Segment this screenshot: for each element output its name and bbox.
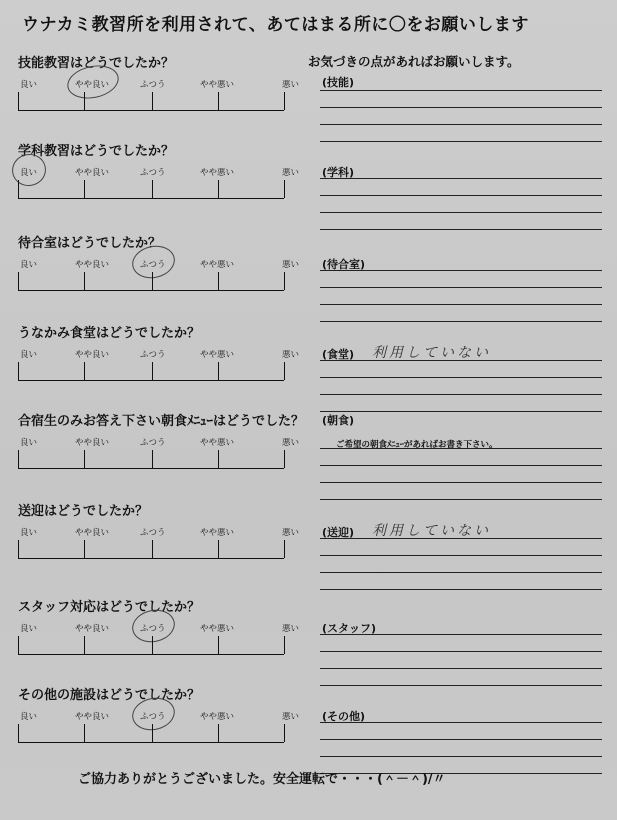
comment-label: (待合室) (322, 258, 366, 271)
rating-option-label[interactable]: やや良い (75, 528, 110, 538)
rating-scale-tick (84, 272, 85, 290)
comment-line[interactable] (320, 685, 602, 686)
rating-option-label[interactable]: やや良い (75, 168, 110, 178)
rating-scale-tick (152, 540, 153, 558)
comment-line[interactable] (320, 377, 602, 378)
rating-scale-tick (152, 92, 153, 110)
comment-label: (朝食) (322, 414, 355, 427)
rating-option-label[interactable]: 良い (20, 350, 38, 360)
rating-option-label[interactable]: ふつう (140, 350, 166, 360)
comment-line[interactable] (320, 195, 602, 196)
rating-option-label[interactable]: ふつう (140, 624, 166, 634)
rating-option-label[interactable]: 良い (20, 438, 38, 448)
rating-scale-tick (152, 724, 153, 742)
rating-option-label[interactable]: 悪い (282, 350, 300, 360)
comment-line[interactable] (320, 555, 602, 556)
comment-line[interactable] (320, 634, 602, 635)
comment-line[interactable] (320, 107, 602, 108)
comment-line[interactable] (320, 651, 602, 652)
question-text: 技能教習はどうでしたか？ (18, 56, 175, 71)
rating-scale-tick (18, 724, 19, 742)
question-text: 合宿生のみお答え下さい朝食ﾒﾆｭｰはどうでした？ (18, 414, 305, 429)
rating-scale-tick (84, 636, 85, 654)
rating-option-label[interactable]: やや良い (75, 438, 110, 448)
rating-option-label[interactable]: 良い (20, 624, 38, 634)
rating-option-label[interactable]: ふつう (140, 80, 166, 90)
rating-option-label[interactable]: やや悪い (200, 624, 235, 634)
rating-scale-tick (84, 450, 85, 468)
rating-scale-line (18, 654, 284, 655)
rating-option-label[interactable]: やや良い (75, 712, 110, 722)
rating-scale-tick (152, 180, 153, 198)
rating-option-label[interactable]: 良い (20, 528, 38, 538)
comment-label: (技能) (322, 76, 355, 89)
question-text: うなかみ食堂はどうでしたか？ (18, 326, 201, 341)
rating-scale-tick (18, 450, 19, 468)
question-text: その他の施設はどうでしたか？ (18, 688, 201, 703)
closing-message: ご協力ありがとうございました。安全運転で・・・(＾－＾)/〃 (78, 772, 446, 787)
rating-scale-tick (84, 540, 85, 558)
comment-line[interactable] (320, 482, 602, 483)
comment-line[interactable] (320, 90, 602, 91)
rating-option-label[interactable]: ふつう (140, 528, 166, 538)
rating-scale-tick (284, 92, 285, 110)
rating-option-label[interactable]: 悪い (282, 80, 300, 90)
rating-option-label[interactable]: 悪い (282, 624, 300, 634)
comment-line[interactable] (320, 722, 602, 723)
handwritten-comment: 利用していない (372, 523, 491, 539)
comment-line[interactable] (320, 668, 602, 669)
rating-option-label[interactable]: やや悪い (200, 712, 235, 722)
rating-option-label[interactable]: 悪い (282, 260, 300, 270)
rating-option-label[interactable]: やや良い (75, 260, 110, 270)
rating-option-label[interactable]: やや悪い (200, 80, 235, 90)
comment-line[interactable] (320, 448, 602, 449)
rating-scale-tick (284, 272, 285, 290)
rating-scale-tick (218, 540, 219, 558)
comment-line[interactable] (320, 270, 602, 271)
breakfast-request-note: ご希望の朝食ﾒﾆｭｰがあればお書き下さい。 (336, 440, 498, 450)
rating-scale-tick (84, 362, 85, 380)
rating-option-label[interactable]: 悪い (282, 438, 300, 448)
rating-scale-tick (84, 180, 85, 198)
rating-scale-line (18, 468, 284, 469)
rating-option-label[interactable]: やや悪い (200, 168, 235, 178)
rating-scale-tick (18, 180, 19, 198)
rating-scale-tick (284, 636, 285, 654)
question-text: 待合室はどうでしたか？ (18, 236, 162, 251)
rating-scale-tick (218, 272, 219, 290)
rating-scale-tick (152, 636, 153, 654)
rating-scale-tick (218, 724, 219, 742)
rating-scale-tick (218, 362, 219, 380)
comment-line[interactable] (320, 124, 602, 125)
rating-scale-tick (284, 362, 285, 380)
rating-scale-tick (284, 724, 285, 742)
rating-option-label[interactable]: 良い (20, 168, 38, 178)
rating-scale-line (18, 742, 284, 743)
question-text: スタッフ対応はどうでしたか？ (18, 600, 201, 615)
rating-option-label[interactable]: 良い (20, 260, 38, 270)
rating-scale-tick (152, 362, 153, 380)
comment-line[interactable] (320, 287, 602, 288)
rating-scale-tick (18, 92, 19, 110)
rating-scale-tick (18, 540, 19, 558)
rating-scale-line (18, 110, 284, 111)
rating-scale-tick (218, 636, 219, 654)
comment-line[interactable] (320, 360, 602, 361)
rating-scale-tick (218, 450, 219, 468)
comment-line[interactable] (320, 739, 602, 740)
comment-line[interactable] (320, 304, 602, 305)
form-title: ウナカミ教習所を利用されて、あてはまる所に〇をお願いします (22, 15, 529, 35)
rating-scale-tick (84, 724, 85, 742)
rating-scale-tick (18, 362, 19, 380)
rating-option-label[interactable]: 悪い (282, 168, 300, 178)
comment-line[interactable] (320, 411, 602, 412)
rating-scale-tick (152, 272, 153, 290)
comment-label: (食堂) (322, 348, 355, 361)
comment-instruction: お気づきの点があればお願いします。 (308, 54, 520, 69)
rating-scale-tick (18, 272, 19, 290)
rating-scale-tick (284, 450, 285, 468)
comment-line[interactable] (320, 394, 602, 395)
rating-scale-line (18, 380, 284, 381)
rating-scale-tick (218, 180, 219, 198)
rating-option-label[interactable]: 良い (20, 712, 38, 722)
rating-option-label[interactable]: やや良い (75, 80, 110, 90)
handwritten-comment: 利用していない (372, 345, 491, 361)
rating-option-label[interactable]: やや悪い (200, 350, 235, 360)
comment-line[interactable] (320, 141, 602, 142)
comment-line[interactable] (320, 538, 602, 539)
comment-line[interactable] (320, 756, 602, 757)
rating-scale-tick (18, 636, 19, 654)
rating-option-label[interactable]: やや悪い (200, 260, 235, 270)
rating-option-label[interactable]: 悪い (282, 528, 300, 538)
rating-option-label[interactable]: ふつう (140, 438, 166, 448)
question-text: 学科教習はどうでしたか？ (18, 144, 175, 159)
comment-label: (その他) (322, 710, 366, 723)
rating-scale-tick (284, 540, 285, 558)
rating-option-label[interactable]: やや良い (75, 624, 110, 634)
rating-option-label[interactable]: 良い (20, 80, 38, 90)
rating-option-label[interactable]: やや悪い (200, 528, 235, 538)
question-text: 送迎はどうでしたか？ (18, 504, 149, 519)
rating-scale-line (18, 290, 284, 291)
rating-scale-line (18, 558, 284, 559)
rating-scale-tick (284, 180, 285, 198)
comment-line[interactable] (320, 465, 602, 466)
rating-scale-line (18, 198, 284, 199)
rating-option-label[interactable]: ふつう (140, 260, 166, 270)
comment-label: (スタッフ) (322, 622, 377, 635)
rating-option-label[interactable]: やや悪い (200, 438, 235, 448)
comment-line[interactable] (320, 499, 602, 500)
rating-option-label[interactable]: ふつう (140, 168, 166, 178)
rating-option-label[interactable]: 悪い (282, 712, 300, 722)
comment-line[interactable] (320, 212, 602, 213)
rating-option-label[interactable]: ふつう (140, 712, 166, 722)
comment-label: (学科) (322, 166, 355, 179)
rating-option-label[interactable]: やや良い (75, 350, 110, 360)
comment-line[interactable] (320, 589, 602, 590)
comment-line[interactable] (320, 572, 602, 573)
comment-label: (送迎) (322, 526, 355, 539)
comment-line[interactable] (320, 229, 602, 230)
rating-scale-tick (152, 450, 153, 468)
comment-line[interactable] (320, 321, 602, 322)
rating-scale-tick (218, 92, 219, 110)
comment-line[interactable] (320, 178, 602, 179)
rating-scale-tick (84, 92, 85, 110)
